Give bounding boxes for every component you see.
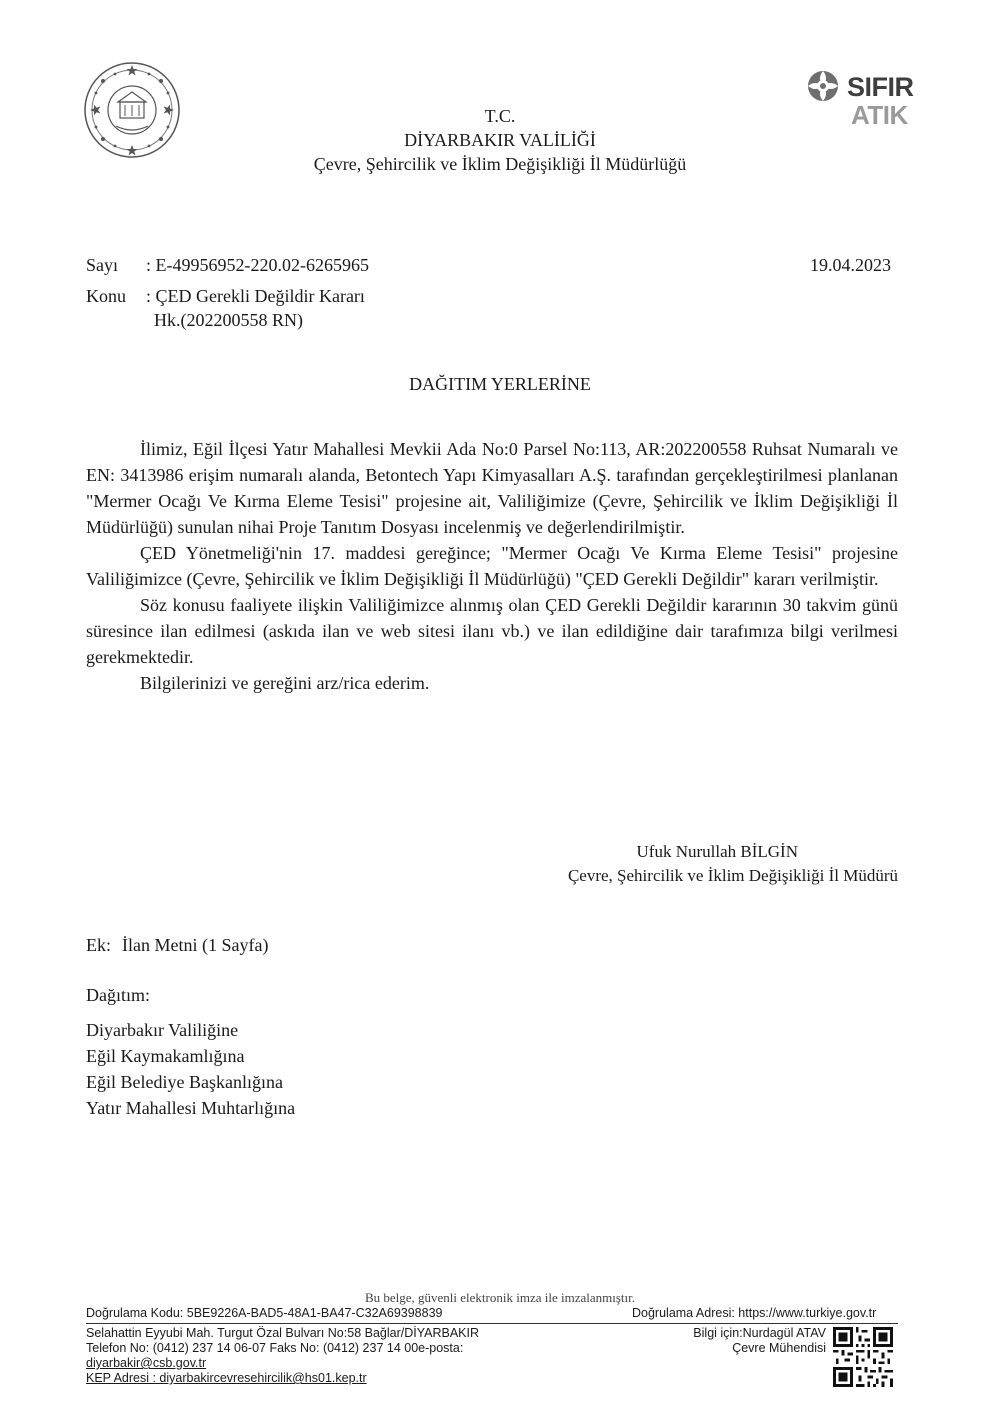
signatory-title: Çevre, Şehircilik ve İklim Değişikliği İl Müdürü — [567, 866, 898, 885]
sayi-label: Sayı — [86, 255, 119, 275]
signatory-name: Ufuk Nurullah BİLGİN — [636, 842, 798, 861]
atik-text: ATIK — [851, 100, 908, 130]
office-address: Selahattin Eyyubi Mah. Turgut Özal Bulvarı No:58 Bağlar/DİYARBAKIR — [86, 1326, 480, 1340]
contact-info — [600, 1326, 826, 1356]
konu-reference: Hk.(202200558 RN) — [154, 310, 303, 330]
signature-block — [500, 842, 898, 886]
recipient-heading: DAĞITIM YERLERİNE — [409, 374, 591, 394]
info-contact: Bilgi için:Nurdagül ATAV — [693, 1326, 826, 1340]
distribution-item: Eğil Kaymakamlığına — [86, 1046, 245, 1066]
document-date: 19.04.2023 — [810, 255, 891, 275]
distribution-item: Eğil Belediye Başkanlığına — [86, 1072, 283, 1092]
footer-divider — [86, 1323, 898, 1324]
konu-value: : ÇED Gerekli Değildir Kararı — [146, 286, 365, 306]
distribution-item: Diyarbakır Valiliğine — [86, 1020, 239, 1040]
letter-body — [86, 436, 898, 696]
verification-address-link[interactable]: Doğrulama Adresi: https://www.turkiye.gov.tr — [632, 1306, 877, 1320]
header-tc: T.C. — [484, 106, 516, 126]
distribution-label: Dağıtım: — [86, 985, 150, 1005]
verification-code: Doğrulama Kodu: 5BE9226A-BAD5-48A1-BA47-C32A69398839 — [86, 1306, 443, 1320]
distribution-list — [86, 1017, 295, 1121]
body-paragraph-1: İlimiz, Eğil İlçesi Yatır Mahallesi Mevkii Ada No:0 Parsel No:113, AR:202200558 Ruhsat Numaralı ve EN: 3413986 erişim numaralı alanda, Betontech Yapı Kimyasalları A.Ş. tarafından gerçekleştirilmesi planlanan "Mermer Ocağı Ve Kırma Eleme Tesisi" projesine ait, Valiliğimize (Çevre, Şehircilik ve İklim Değişikliği İl Müdürlüğü) sunulan nihai Proje Tanıtım Dosyası incelenmiş ve değerlendirilmiştir. — [86, 439, 898, 537]
footer-contact — [86, 1326, 479, 1386]
info-title: Çevre Mühendisi — [732, 1341, 826, 1355]
body-paragraph-2: ÇED Yönetmeliği'nin 17. maddesi gereğince; "Mermer Ocağı Ve Kırma Eleme Tesisi" projesine Valiliğimizce (Çevre, Şehircilik ve İklim Değişikliği İl Müdürlüğü) "ÇED Gerekli Değildir" kararı verilmiştir. — [86, 543, 898, 589]
header-directorate: Çevre, Şehircilik ve İklim Değişikliği İl Müdürlüğü — [313, 154, 687, 174]
header-governorship: DİYARBAKIR VALİLİĞİ — [404, 130, 596, 150]
kep-address[interactable]: KEP Adresi : diyarbakircevresehircilik@hs01.kep.tr — [86, 1371, 367, 1385]
distribution-item: Yatır Mahallesi Muhtarlığına — [86, 1098, 296, 1118]
body-paragraph-3: Söz konusu faaliyete ilişkin Valiliğimizce alınmış olan ÇED Gerekli Değildir kararının 30 takvim günü süresince ilan edilmesi (askıda ilan ve web sitesi ilanı vb.) ve ilan edildiğine dair tarafımıza bilgi verilmesi gerekmektedir. — [86, 595, 898, 667]
attachment-label: Ek: — [86, 935, 111, 955]
qr-code-icon — [833, 1327, 893, 1387]
sifir-atik-flower-icon — [808, 71, 838, 101]
body-paragraph-4: Bilgilerinizi ve gereğini arz/rica ederim. — [140, 673, 430, 693]
phone-fax: Telefon No: (0412) 237 14 06-07 Faks No: (0412) 237 14 00e-posta: — [86, 1341, 464, 1355]
konu-label: Konu — [86, 286, 126, 306]
attachment-value: İlan Metni (1 Sayfa) — [122, 935, 269, 955]
sayi-value: : E-49956952-220.02-6265965 — [146, 255, 369, 275]
sifir-text: SIFIR — [847, 72, 914, 102]
esign-note: Bu belge, güvenli elektronik imza ile imzalanmıştır. — [364, 1290, 636, 1305]
email-link[interactable]: diyarbakir@csb.gov.tr — [86, 1356, 207, 1370]
